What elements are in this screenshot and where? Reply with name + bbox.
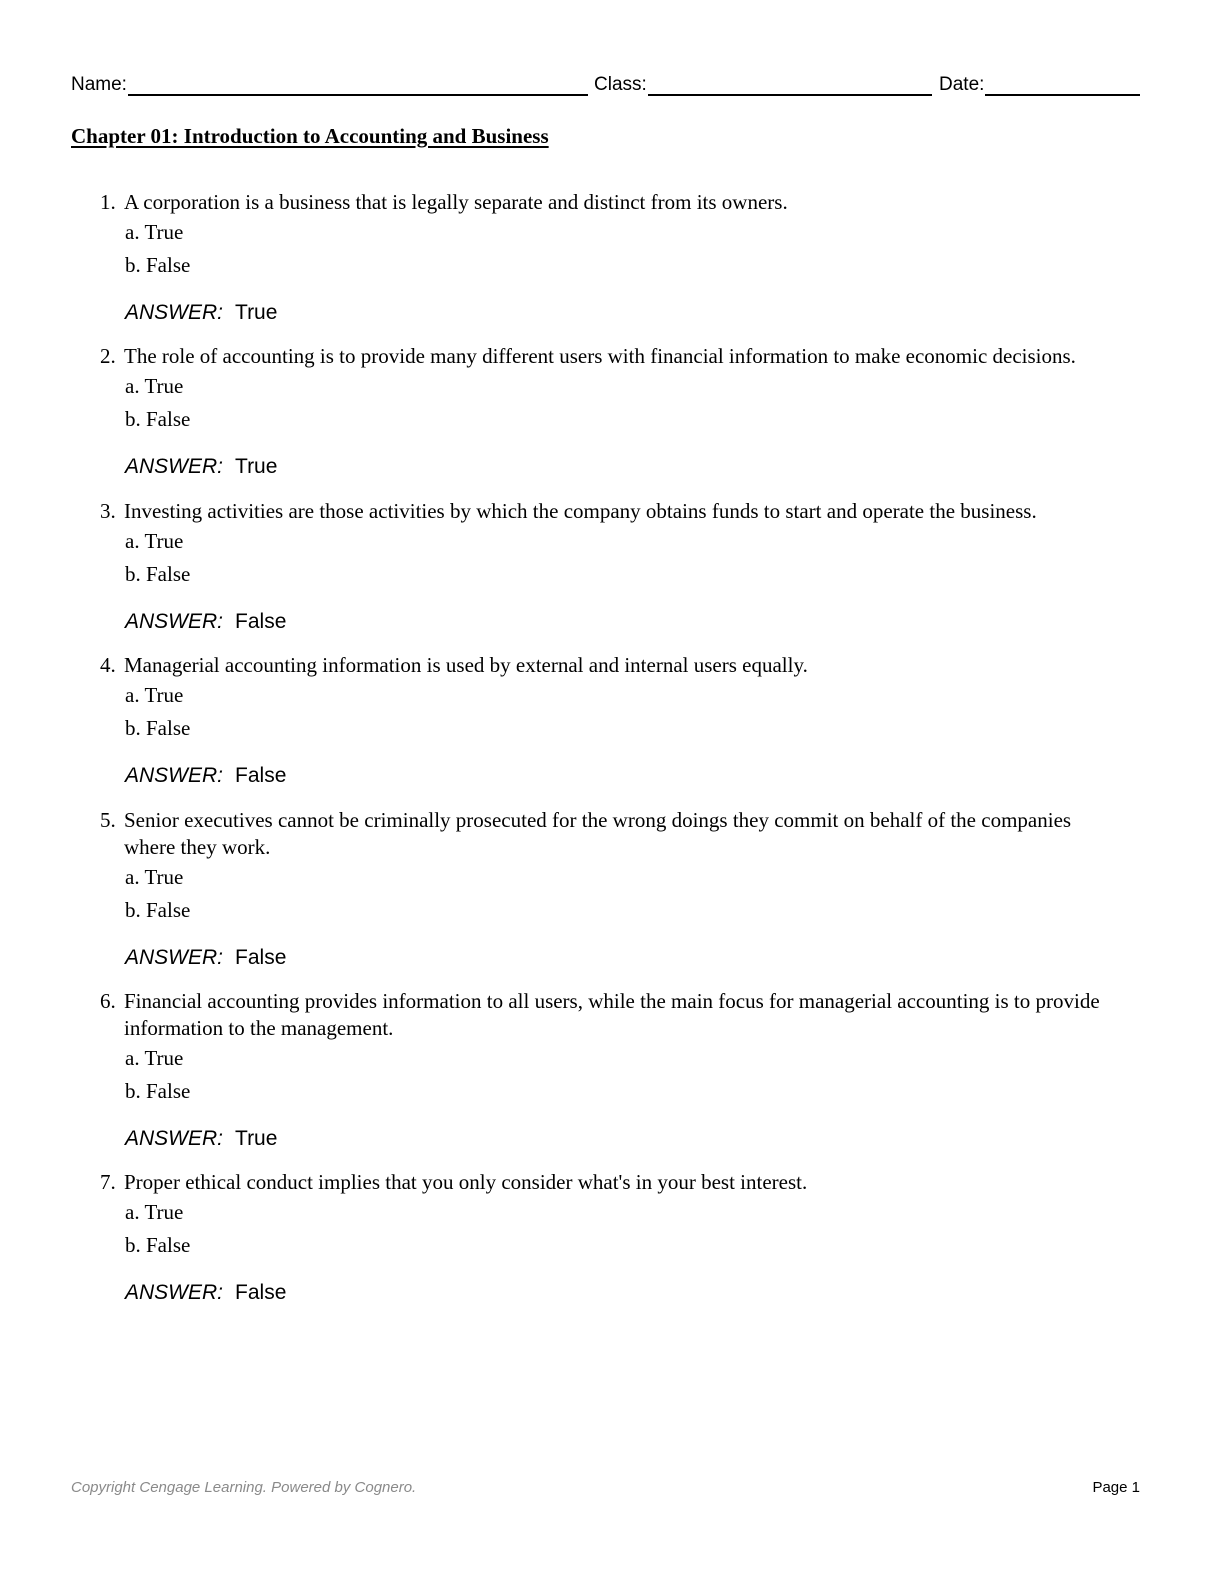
answer-value: True bbox=[235, 1127, 278, 1150]
question-text: A corporation is a business that is legally separate and distinct from its owners. bbox=[124, 190, 788, 214]
question-number: 2. bbox=[100, 344, 116, 368]
option-a: a. True bbox=[125, 529, 184, 553]
option-b: b. False bbox=[125, 1233, 191, 1257]
answer-label: ANSWER: bbox=[125, 1127, 224, 1150]
answer-label: ANSWER: bbox=[125, 946, 224, 969]
name-blank-line bbox=[128, 73, 588, 96]
question-number: 5. bbox=[100, 808, 116, 832]
answer-label: ANSWER: bbox=[125, 610, 224, 633]
chapter-title: Chapter 01: Introduction to Accounting and Business bbox=[71, 124, 549, 148]
option-a: a. True bbox=[125, 683, 184, 707]
answer-line bbox=[125, 453, 277, 480]
answer-value: False bbox=[235, 946, 287, 969]
name-label: Name: bbox=[71, 74, 127, 95]
question-number: 4. bbox=[100, 653, 116, 677]
page-number: Page 1 bbox=[1092, 1479, 1140, 1496]
option-a: a. True bbox=[125, 374, 184, 398]
student-info-header bbox=[71, 72, 1140, 98]
answer-value: True bbox=[235, 301, 278, 324]
date-blank-line bbox=[985, 73, 1140, 96]
question-text: Proper ethical conduct implies that you only consider what's in your best interest. bbox=[124, 1170, 808, 1194]
answer-value: False bbox=[235, 1281, 287, 1304]
answer-line bbox=[125, 944, 286, 971]
option-b: b. False bbox=[125, 407, 191, 431]
answer-line bbox=[125, 1125, 277, 1152]
date-label: Date: bbox=[939, 74, 985, 95]
option-a: a. True bbox=[125, 1046, 184, 1070]
question-number: 6. bbox=[100, 989, 116, 1013]
date-field bbox=[939, 72, 1140, 96]
option-b: b. False bbox=[125, 562, 191, 586]
answer-value: True bbox=[235, 455, 278, 478]
option-b: b. False bbox=[125, 253, 191, 277]
answer-label: ANSWER: bbox=[125, 764, 224, 787]
question-number: 3. bbox=[100, 499, 116, 523]
answer-line bbox=[125, 608, 286, 635]
option-a: a. True bbox=[125, 220, 184, 244]
option-b: b. False bbox=[125, 1079, 191, 1103]
name-field bbox=[71, 72, 588, 96]
question-text: Investing activities are those activities by which the company obtains funds to start and operate the business. bbox=[124, 499, 1037, 523]
answer-label: ANSWER: bbox=[125, 301, 224, 324]
question-text: The role of accounting is to provide many different users with financial information to make economic decisions. bbox=[124, 344, 1076, 368]
option-b: b. False bbox=[125, 898, 191, 922]
class-field bbox=[594, 72, 932, 96]
answer-line bbox=[125, 762, 286, 789]
question-text: Senior executives cannot be criminally prosecuted for the wrong doings they commit on behalf of the companies where they work. bbox=[124, 808, 1072, 859]
answer-line bbox=[125, 1279, 286, 1306]
class-blank-line bbox=[648, 73, 932, 96]
answer-label: ANSWER: bbox=[125, 455, 224, 478]
question-text: Financial accounting provides information to all users, while the main focus for managerial accounting is to provide information to the management. bbox=[124, 989, 1100, 1040]
answer-label: ANSWER: bbox=[125, 1281, 224, 1304]
answer-line bbox=[125, 299, 277, 326]
class-label: Class: bbox=[594, 74, 647, 95]
option-a: a. True bbox=[125, 865, 184, 889]
option-b: b. False bbox=[125, 716, 191, 740]
footer-copyright: Copyright Cengage Learning. Powered by Cognero. bbox=[71, 1479, 417, 1496]
question-number: 7. bbox=[100, 1170, 116, 1194]
answer-value: False bbox=[235, 610, 287, 633]
answer-value: False bbox=[235, 764, 287, 787]
question-number: 1. bbox=[100, 190, 116, 214]
question-text: Managerial accounting information is used by external and internal users equally. bbox=[124, 653, 808, 677]
option-a: a. True bbox=[125, 1200, 184, 1224]
